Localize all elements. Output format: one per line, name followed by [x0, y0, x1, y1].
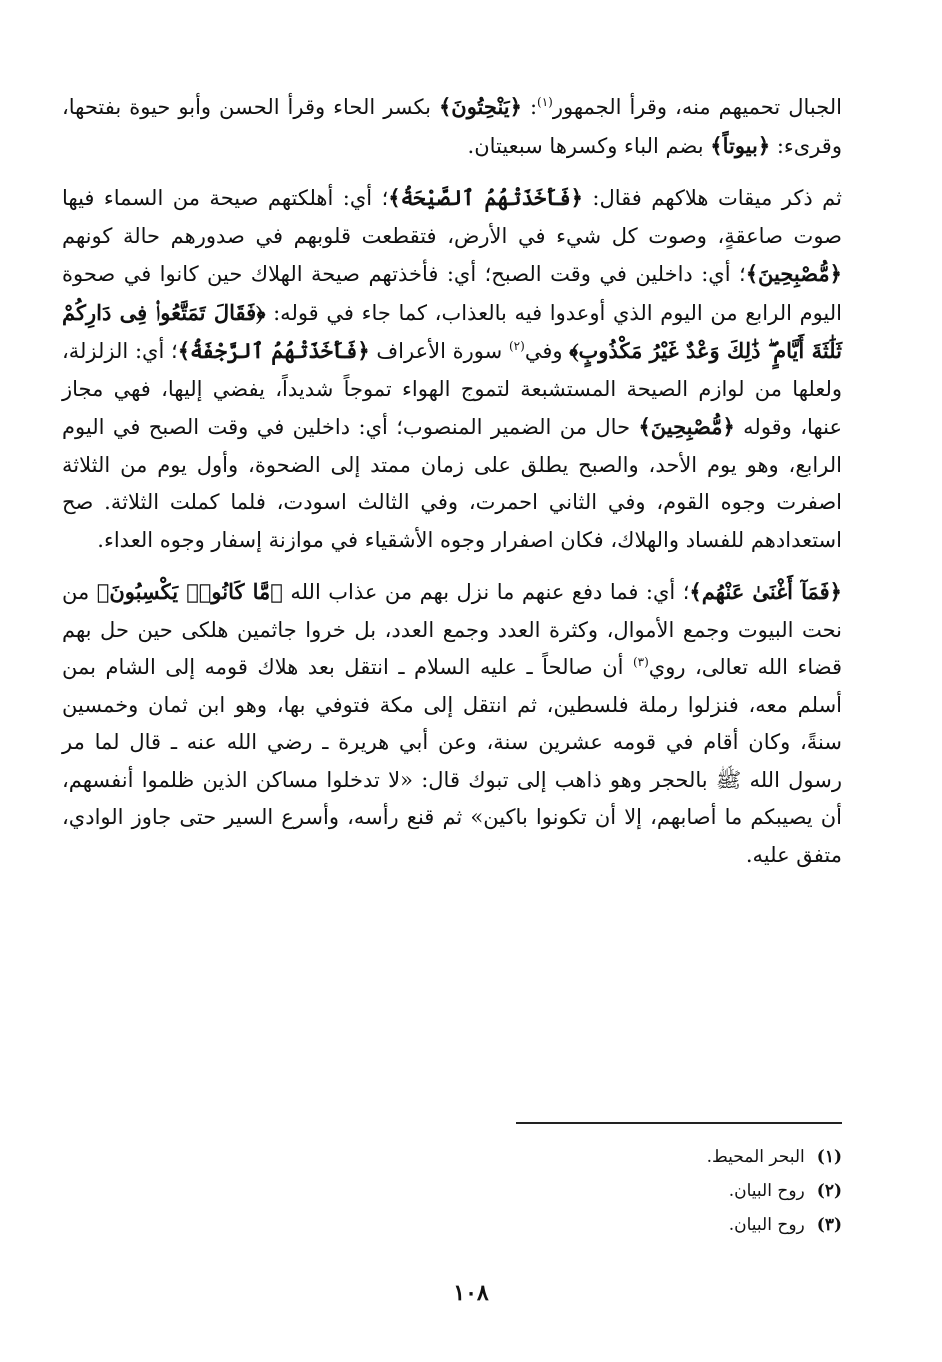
- text-run: بكسر الحاء وقرأ الحسن وأبو حيوة بفتحها، وقرىء:: [62, 95, 842, 158]
- page-number: ١٠٨: [453, 1280, 489, 1306]
- footnote-2: [707, 1174, 842, 1208]
- quran-quote: ﴿فَمَآ أَغْنَىٰ عَنْهُم﴾: [689, 579, 842, 604]
- paragraph-2: [62, 179, 842, 559]
- text-run: ؛ أي: أهلكتهم صيحة من السماء فيها صوت صاعقةٍ، وصوت كل شيء في الأرض، فتقطعت قلوبهم في صدورهم حالة كونهم: [62, 186, 842, 248]
- text-run: وفي: [524, 339, 570, 363]
- footnote-separator: [516, 1122, 842, 1124]
- text-run: حال من الضمير المنصوب؛ أي: داخلين في وقت الصبح في اليوم الرابع، وهو يوم الأحد، والصبح يطلق على زمان ممتد إلى الضحوة، وأول يوم من الثلاثة اصفرت وجوه القوم، وفي الثاني احمرت، وفي الثالث اسودت، فلما كملت الثلاثة. صح استعدادهم للفساد والهلاك، فكان اصفرار وجوه الأشقياء في موازنة إسفار وجوه العداء.: [62, 415, 842, 552]
- footnote-ref: (١): [537, 95, 553, 109]
- footnote-number: (٢): [816, 1181, 842, 1201]
- text-run: ؛ أي: الزلزلة، ولعلها من لوازم الصيحة المستشبعة لتموج الهواء تموجاً شديداً، يفضي إليها، فهي مجاز عنها، وقوله: [62, 339, 842, 439]
- text-run: ثم ذكر ميقات هلاكهم فقال:: [582, 186, 842, 210]
- footnote-text: البحر المحيط.: [706, 1147, 805, 1167]
- text-run: من نحت البيوت وجمع الأموال، وكثرة العدد وجمع العدد، بل خروا جاثمين هلكى حين حل بهم قضاء الله تعالى، روي: [62, 580, 842, 679]
- text-run: ؛ أي: فما دفع عنهم ما نزل بهم من عذاب الله: [282, 580, 690, 604]
- quran-quote: ﴿مَّا كَانُوا۟ يَكْسِبُونَ﴾: [96, 579, 283, 604]
- quran-quote: ﴿فَقَالَ تَمَتَّعُوا۟ فِى دَارِكُمْ ثَلَٰثَةَ أَيَّامٍ ۖ ذَٰلِكَ وَعْدٌ غَيْرُ مَكْذُوبٍ﴾: [62, 299, 842, 363]
- footnotes: [707, 1140, 842, 1242]
- footnote-text: روح البيان.: [728, 1215, 805, 1235]
- footnote-ref: (٢): [508, 339, 525, 353]
- text-run: سورة الأعراف: [369, 339, 509, 363]
- footnote-number: (٣): [816, 1215, 842, 1235]
- paragraph-1: [62, 88, 842, 165]
- quran-quote: ﴿مُّصْبِحِينَ﴾: [638, 414, 735, 439]
- text-run: ؛ أي: داخلين في وقت الصبح؛ أي: فأخذتهم صيحة الهلاك حين كانوا في صحوة اليوم الرابع من اليوم الذي أوعدوا فيه بالعذاب، كما جاء في قوله:: [62, 262, 842, 325]
- quran-quote: ﴿بيوتاً﴾: [710, 132, 771, 158]
- footnote-3: [707, 1208, 842, 1242]
- main-text: [62, 88, 842, 874]
- quran-quote: ﴿مُّصْبِحِينَ﴾: [745, 261, 842, 286]
- footnote-1: [707, 1140, 842, 1174]
- quran-quote: ﴿فَأَخَذَتْهُمُ ٱلرَّجْفَةُ﴾: [177, 338, 370, 363]
- text-run: :: [521, 95, 538, 119]
- text-run: الجبال تحميهم منه، وقرأ الجمهور: [552, 95, 842, 119]
- paragraph-3: [62, 573, 842, 874]
- text-run: أن صالحاً ـ عليه السلام ـ انتقل بعد هلاك قومه إلى الشام بمن أسلم معه، فنزلوا رملة فلسطين، ثم انتقل إلى مكة فتوفي بها، وهو ابن ثمان وخمسين سنةً، وكان أقام في قومه عشرين سنة، وعن أبي هريرة ـ رضي الله عنه ـ قال لما مر رسول الله ﷺ بالحجر وهو ذاهب إلى تبوك قال: «لا تدخلوا مساكن الذين ظلموا أنفسهم، أن يصيبكم ما أصابهم، إلا أن تكونوا باكين» ثم قنع رأسه، وأسرع السير حتى جاوز الوادي، متفق عليه.: [62, 655, 842, 867]
- footnote-ref: (٣): [632, 655, 649, 669]
- quran-quote: ﴿يَنْحِتُونَ﴾: [438, 94, 522, 119]
- footnote-text: روح البيان.: [728, 1181, 805, 1201]
- footnote-number: (١): [816, 1147, 842, 1167]
- quran-quote: ﴿فَأَخَذَتْهُمُ ٱلصَّيْحَةُ﴾: [388, 185, 583, 210]
- text-run: بضم الباء وكسرها سبعيتان.: [467, 133, 711, 158]
